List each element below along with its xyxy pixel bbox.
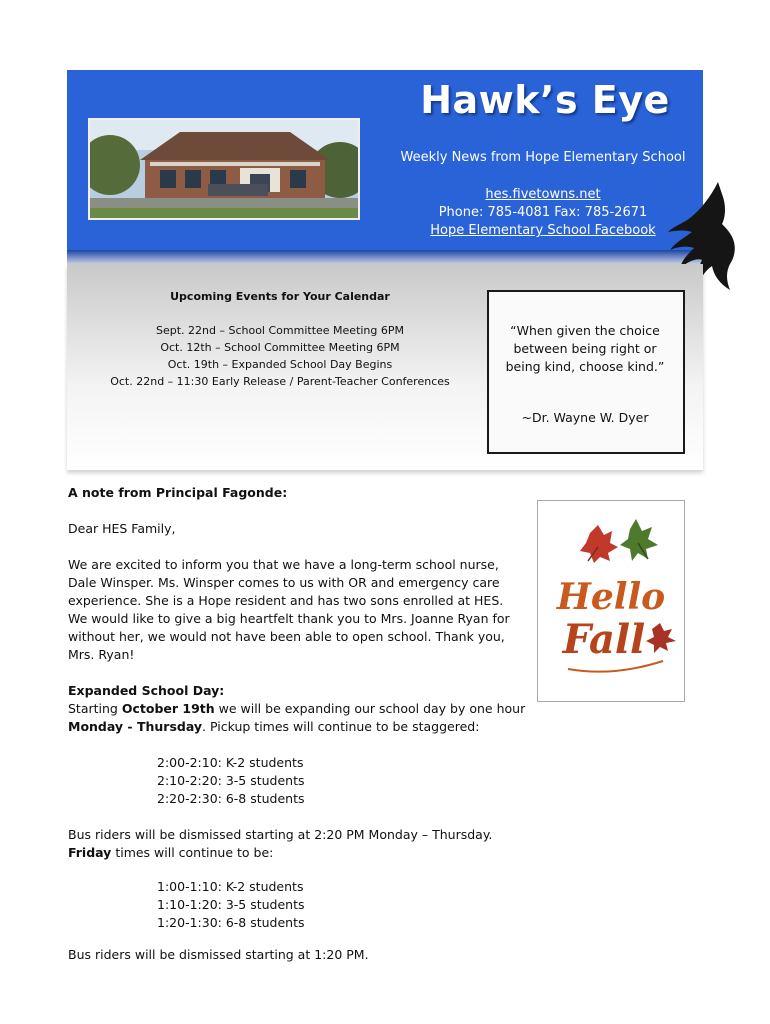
red-leaf-icon: [580, 525, 618, 563]
bus-weekday-note: Bus riders will be dismissed starting at 2:20 PM Monday – Thursday.: [68, 827, 493, 842]
event-item: Oct. 19th – Expanded School Day Begins: [167, 358, 393, 371]
event-item: Oct. 12th – School Committee Meeting 6PM: [160, 341, 400, 354]
friday-times: [157, 878, 305, 932]
maple-leaf-icon: [646, 623, 676, 653]
expanded-intro: [68, 700, 528, 736]
facebook-link[interactable]: Hope Elementary School Facebook: [430, 223, 656, 238]
time-slot: 1:20-1:30: 6-8 students: [157, 915, 305, 930]
time-slot: 2:20-2:30: 6-8 students: [157, 791, 305, 806]
newsletter-subtitle: Weekly News from Hope Elementary School: [400, 150, 686, 165]
contact-info: [385, 186, 701, 240]
note-paragraph: We are excited to inform you that we have a long-term school nurse, Dale Winsper. Ms. Winsper comes to us with OR and emergency care experience. She is a Hope resident and has two sons enrolled at HES. We would like to give a big heartfelt thank you to Mrs. Joanne Ryan for without her, we would not have been able to open school. Thank you, Mrs. Ryan!: [68, 557, 510, 662]
school-building-photo: [88, 118, 360, 220]
intro-text: we will be expanding our school day by one hour: [214, 701, 526, 716]
bus-friday-note: Bus riders will be dismissed starting at 1:20 PM.: [68, 947, 369, 962]
fall-text: Fall: [562, 616, 646, 663]
event-item: Sept. 22nd – School Committee Meeting 6PM: [155, 324, 405, 337]
weekday-range: Monday - Thursday: [68, 719, 203, 734]
banner-edge: [67, 250, 703, 264]
expanded-heading: Expanded School Day:: [68, 683, 225, 698]
website-link[interactable]: hes.fivetowns.net: [485, 187, 601, 202]
friday-note: [68, 844, 273, 862]
quote-text: “When given the choice between being right or being kind, choose kind.”: [505, 323, 665, 374]
newsletter-title: Hawk’s Eye: [420, 78, 670, 122]
phone-fax: Phone: 785-4081 Fax: 785-2671: [438, 205, 648, 220]
events-list: [90, 322, 470, 390]
note-heading: A note from Principal Fagonde:: [68, 485, 288, 500]
start-date: October 19th: [121, 701, 215, 716]
note-greeting: Dear HES Family,: [68, 521, 176, 536]
event-item: Oct. 22nd – 11:30 Early Release / Parent-Teacher Conferences: [110, 375, 450, 388]
hello-text: Hello: [556, 576, 666, 618]
intro-text: . Pickup times will continue to be staggered:: [202, 719, 480, 734]
weekday-times: [157, 754, 305, 808]
events-heading: Upcoming Events for Your Calendar: [170, 290, 390, 303]
time-slot: 1:00-1:10: K-2 students: [157, 879, 304, 894]
time-slot: 1:10-1:20: 3-5 students: [157, 897, 305, 912]
time-slot: 2:00-2:10: K-2 students: [157, 755, 304, 770]
green-leaf-icon: [620, 519, 658, 561]
friday-label: Friday: [68, 845, 112, 860]
hello-fall-image: [537, 500, 685, 702]
quote-author: ~Dr. Wayne W. Dyer: [521, 410, 649, 425]
friday-text: times will continue to be:: [111, 845, 274, 860]
intro-text: Starting: [68, 701, 122, 716]
time-slot: 2:10-2:20: 3-5 students: [157, 773, 305, 788]
